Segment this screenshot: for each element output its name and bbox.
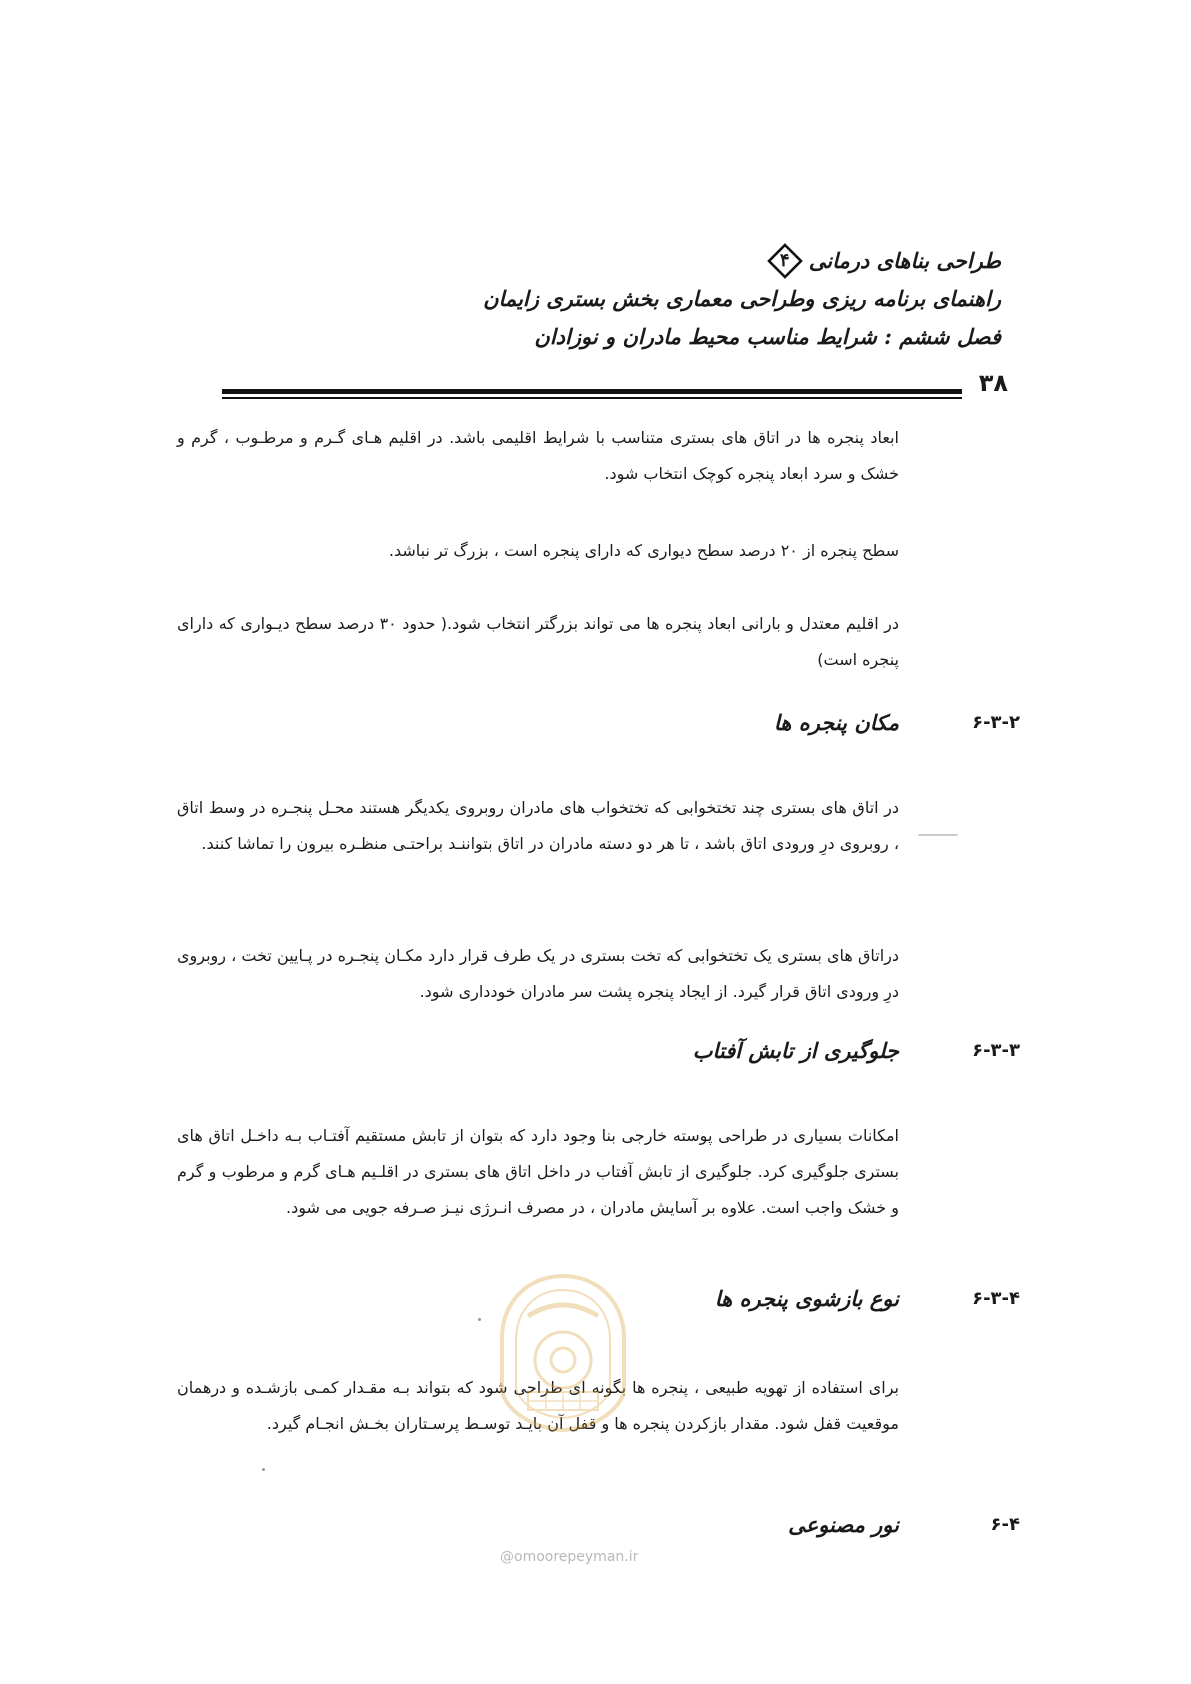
paragraph-multi-bed-rooms: در اتاق های بستری چند تختخوابی که تختخواب های مادران روبروی یکدیگر هستند محـل پنجـره در وسط اتاق ، روبروی درِ ورودی اتاق باشد ، تا هر دو دسته مادران در اتاق بتواننـد براحتـی منظـره بیرون را تماشا کنند.: [177, 798, 899, 853]
section-title: جلوگیری از تابش آفتاب: [692, 1038, 899, 1063]
header-rule: [222, 369, 1008, 405]
scan-speck: [918, 834, 958, 836]
volume-number: ۴: [779, 250, 790, 271]
section-title: نوع بازشوی پنجره ها: [714, 1286, 899, 1311]
book-title: طراحی بناهای درمانی: [808, 248, 1001, 273]
rule-thin-line: [222, 397, 962, 399]
section-number: ۶-۳-۲: [972, 712, 1020, 733]
running-header: [301, 242, 1001, 356]
paragraph-sun-protection: امکانات بسیاری در طراحی پوسته خارجی بنا وجود دارد که بتوان از تابش مستقیم آفتـاب بـه داخـل اتاق های بستری جلوگیری کرد. جلوگیری از تابش آفتاب در داخل اتاق های بستری در اقلـیم هـای گرم و مرطوب و گرم و خشک واجب است. علاوه بر آسایش مادران ، در مصرف انـرژی نیـز صـرفه جویی می شود.: [177, 1126, 899, 1217]
section-heading-sun-protection: [260, 1040, 1020, 1080]
scan-speck: [262, 1468, 265, 1471]
section-number: ۶-۳-۴: [972, 1288, 1020, 1309]
header-line-1: [301, 242, 1001, 280]
scan-speck: [478, 1318, 481, 1321]
watermark-seal-icon: [488, 1268, 638, 1438]
paragraph-single-bed-rooms: دراتاق های بستری یک تختخوابی که تخت بستری در یک طرف قرار دارد مکـان پنجـره در پـایین تخت ، روبروی درِ ورودی اتاق قرار گیرد. از ایجاد پنجره پشت سر مادران خودداری شود.: [177, 946, 899, 1001]
section-number: ۶-۴: [990, 1514, 1020, 1535]
paragraph-temperate-climate: در اقلیم معتدل و بارانی ابعاد پنجره ها می تواند بزرگتر انتخاب شود.( حدود ۳۰ درصد سطح دیـواری که دارای پنجره است): [177, 614, 899, 669]
paragraph-window-dimensions: ابعاد پنجره ها در اتاق های بستری متناسب با شرایط اقلیمی باشد. در اقلیم هـای گـرم و مرطـوب ، گرم و خشک و سرد ابعاد پنجره کوچک انتخاب شود.: [177, 428, 899, 483]
rule-thick-line: [222, 389, 962, 394]
section-title: مکان پنجره ها: [773, 710, 899, 735]
paragraph-window-area: سطح پنجره از ۲۰ درصد سطح دیواری که دارای پنجره است ، بزرگ تر نباشد.: [388, 541, 899, 560]
header-line-3: فصل ششم : شرایط مناسب محیط مادران و نوزادان: [534, 324, 1001, 349]
section-heading-window-opening: [260, 1288, 1020, 1328]
volume-badge: [767, 243, 803, 279]
header-line-2: راهنمای برنامه ریزی وطراحی معماری بخش بستری زایمان: [483, 286, 1001, 311]
section-number: ۶-۳-۳: [972, 1040, 1020, 1061]
watermark-url: @omoorepeyman.ir: [500, 1549, 639, 1565]
section-heading-artificial-light: [260, 1514, 1020, 1554]
paragraph-natural-ventilation: برای استفاده از تهویه طبیعی ، پنجره ها بگونه ای طراحی شود که بتواند بـه مقـدار کمـی بازشـده و درهمان موقعیت قفل شود. مقدار بازکردن پنجره ها و قفل آن بایـد توسـط پرسـتاران بخـش انجـام گیرد.: [177, 1378, 899, 1433]
section-heading-window-location: [260, 712, 1020, 752]
page-number: ۳۸: [978, 369, 1008, 397]
section-title: نور مصنوعی: [788, 1512, 899, 1537]
